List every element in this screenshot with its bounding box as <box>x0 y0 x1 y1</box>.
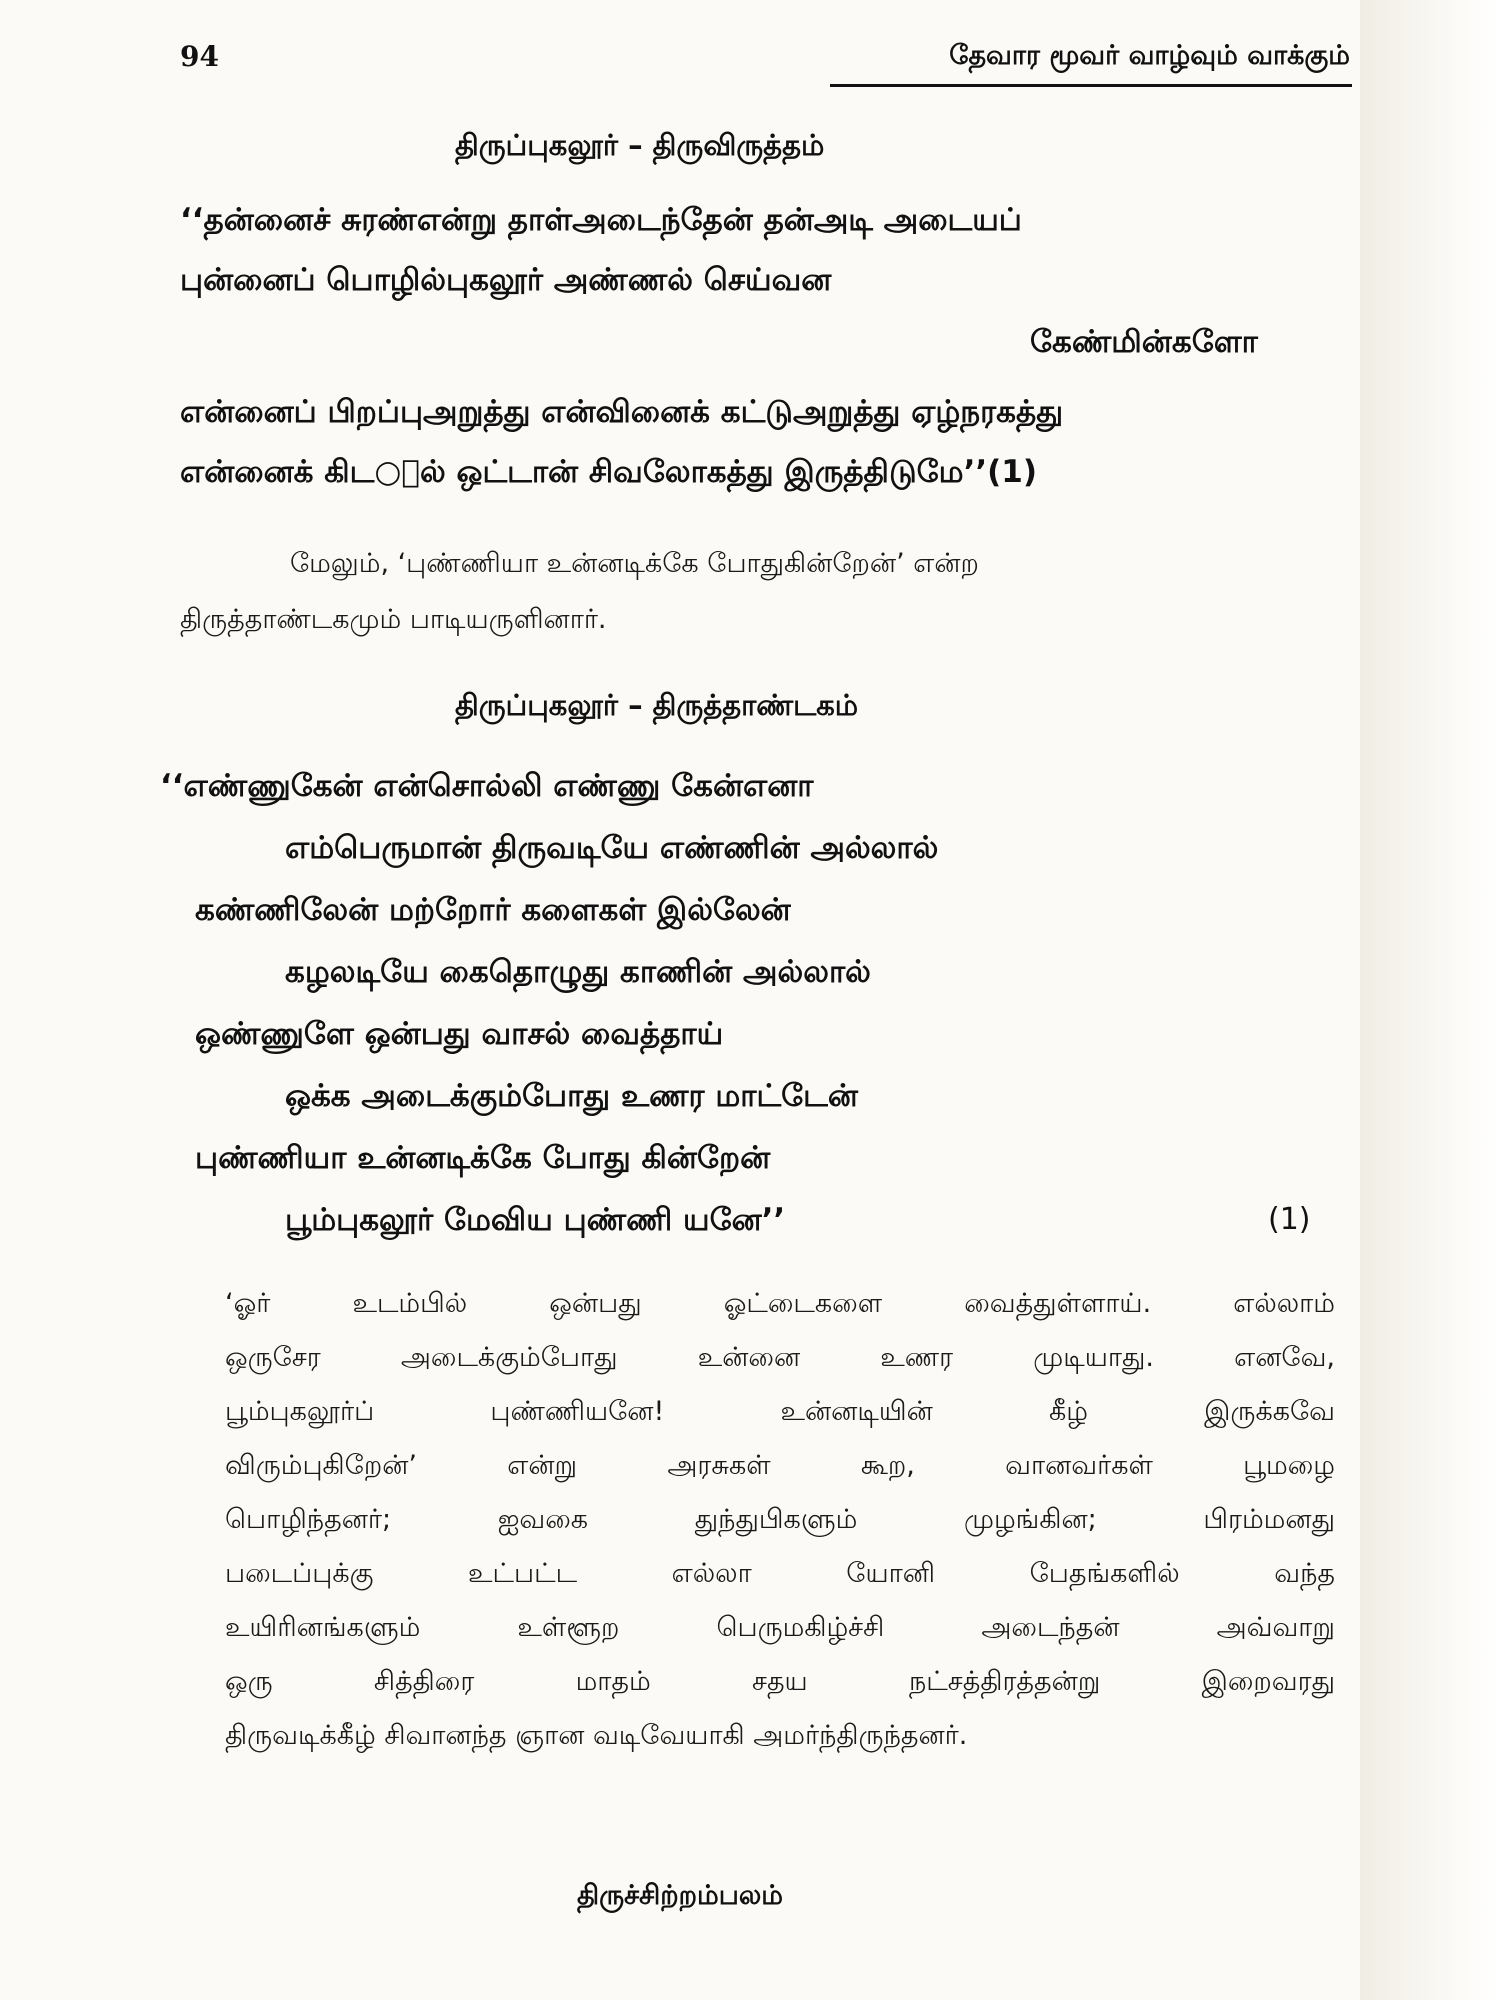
verse-line: என்னைக் கிட○ால் ஒட்டான் சிவலோகத்து இருத்திடுமே’’(1) <box>180 454 1038 490</box>
verse-line: கழலடியே கைதொழுது காணின் அல்லால் <box>285 954 871 990</box>
verse-line: ‘‘தன்னைச் சுரண்என்று தாள்அடைந்தேன் தன்அடி அடையப் <box>180 202 1022 238</box>
prose-line: திருவடிக்கீழ் சிவானந்த ஞான வடிவேயாகி அமர்ந்திருந்தனர். <box>225 1720 968 1751</box>
verse-line: கண்ணிலேன் மற்றோர் களைகள் இல்லேன் <box>195 892 791 928</box>
prose-line: பொழிந்தனர்; ஐவகை துந்துபிகளும் முழங்கின; பிரம்மனது <box>225 1504 1335 1535</box>
closing-footer: திருச்சிற்றம்பலம் <box>577 1880 783 1911</box>
prose-line: விரும்புகிறேன்’ என்று அரசுகள் கூற, வானவர்கள் பூமழை <box>225 1450 1335 1481</box>
verse-number: (1) <box>1268 1202 1311 1237</box>
header-rule <box>830 84 1352 87</box>
verse-line: ‘‘எண்ணுகேன் என்சொல்லி எண்ணு கேன்எனா <box>160 768 814 804</box>
running-header-title: தேவார மூவர் வாழ்வும் வாக்கும் <box>949 40 1350 71</box>
verse-line: எம்பெருமான் திருவடியே எண்ணின் அல்லால் <box>285 830 939 866</box>
verse-line: கேண்மின்களோ <box>1030 324 1258 360</box>
prose-line: திருத்தாண்டகமும் பாடியருளினார். <box>180 604 607 635</box>
verse-line: ஒண்ணுளே ஒன்பது வாசல் வைத்தாய் <box>195 1016 724 1052</box>
verse-line: பூம்புகலூர் மேவிய புண்ணி யனே’’ <box>285 1202 786 1238</box>
section2-heading: திருப்புகலூர் – திருத்தாண்டகம் <box>455 688 859 722</box>
section1-heading: திருப்புகலூர் – திருவிருத்தம் <box>455 128 825 162</box>
prose-line: உயிரினங்களும் உள்ளூற பெருமகிழ்ச்சி அடைந்தன் அவ்வாறு <box>225 1612 1335 1643</box>
prose-line: ஒரு சித்திரை மாதம் சதய நட்சத்திரத்தன்று இறைவரது <box>225 1666 1335 1697</box>
page-edge <box>1360 0 1500 2000</box>
prose-line: படைப்புக்கு உட்பட்ட எல்லா யோனி பேதங்களில் வந்த <box>225 1558 1335 1589</box>
prose-line: ஒருசேர அடைக்கும்போது உன்னை உணர முடியாது. எனவே, <box>225 1342 1335 1373</box>
prose-line: மேலும், ‘புண்ணியா உன்னடிக்கே போதுகின்றேன்’ என்ற <box>290 548 979 579</box>
verse-line: புண்ணியா உன்னடிக்கே போது கின்றேன் <box>195 1140 771 1176</box>
page-number: 94 <box>180 40 219 73</box>
prose-line: பூம்புகலூர்ப் புண்ணியனே! உன்னடியின் கீழ் இருக்கவே <box>225 1396 1335 1427</box>
verse-line: புன்னைப் பொழில்புகலூர் அண்ணல் செய்வன <box>180 262 832 298</box>
verse-line: ஒக்க அடைக்கும்போது உணர மாட்டேன் <box>285 1078 858 1114</box>
prose-line: ‘ஓர் உடம்பில் ஒன்பது ஓட்டைகளை வைத்துள்ளாய். எல்லாம் <box>225 1288 1335 1319</box>
verse-line: என்னைப் பிறப்புஅறுத்து என்வினைக் கட்டுஅறுத்து ஏழ்நரகத்து <box>180 394 1064 430</box>
